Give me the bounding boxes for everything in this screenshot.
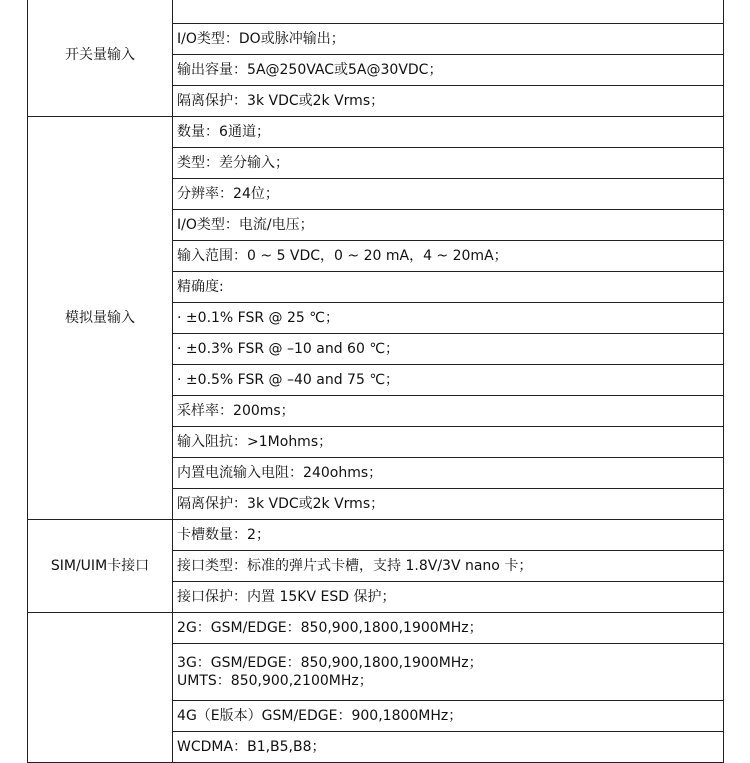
spec-sheet [27,0,724,763]
spec-value-cell: 类型：差分输入； [173,148,724,179]
spec-value-cell [173,644,724,701]
category-cell: 开关量输入 [28,0,173,117]
spec-value-cell: 输出容量：5A@250VAC或5A@30VDC； [173,55,724,86]
spec-value-line: UMTS：850,900,2100MHz； [177,673,373,689]
cropped-value-cell [173,0,724,24]
spec-value-cell: 接口类型：标准的弹片式卡槽，支持 1.8V/3V nano 卡； [173,551,724,582]
spec-value-cell: 输入范围：0 ~ 5 VDC，0 ~ 20 mA，4 ~ 20mA； [173,241,724,272]
spec-value-cell: 2G：GSM/EDGE：850,900,1800,1900MHz； [173,613,724,644]
spec-value-cell: 4G（E版本）GSM/EDGE：900,1800MHz； [173,701,724,732]
spec-value-cell: 精确度: [173,272,724,303]
spec-value-cell: · ±0.3% FSR @ –10 and 60 ℃； [173,334,724,365]
spec-value-cell: 接口保护：内置 15KV ESD 保护； [173,582,724,613]
spec-value-cell: 采样率：200ms； [173,396,724,427]
spec-value-cell: I/O类型：电流/电压； [173,210,724,241]
category-cell [28,613,173,763]
spec-value-cell: 隔离保护：3k VDC或2k Vrms； [173,489,724,520]
spec-value-cell: 卡槽数量：2； [173,520,724,551]
spec-value-cell: 数量：6通道； [173,117,724,148]
spec-value-cell: 分辨率：24位； [173,179,724,210]
table-row [28,520,724,551]
table-row [28,613,724,644]
spec-value-cell: · ±0.1% FSR @ 25 ℃； [173,303,724,334]
spec-value-cell: 内置电流输入电阻：240ohms； [173,458,724,489]
spec-value-cell: I/O类型：DO或脉冲输出； [173,24,724,55]
spec-value-cell: 隔离保护：3k VDC或2k Vrms； [173,86,724,117]
spec-table-body [28,0,724,763]
spec-value-cell: · ±0.5% FSR @ –40 and 75 ℃； [173,365,724,396]
category-cell: SIM/UIM卡接口 [28,520,173,613]
cropped-top-row [28,0,724,24]
spec-value-cell: WCDMA：B1,B5,B8； [173,732,724,763]
table-row [28,117,724,148]
spec-value-cell: 输入阻抗：>1Mohms； [173,427,724,458]
spec-table [27,0,724,763]
spec-value-line: 3G：GSM/EDGE：850,900,1800,1900MHz； [177,655,483,671]
category-cell: 模拟量输入 [28,117,173,520]
